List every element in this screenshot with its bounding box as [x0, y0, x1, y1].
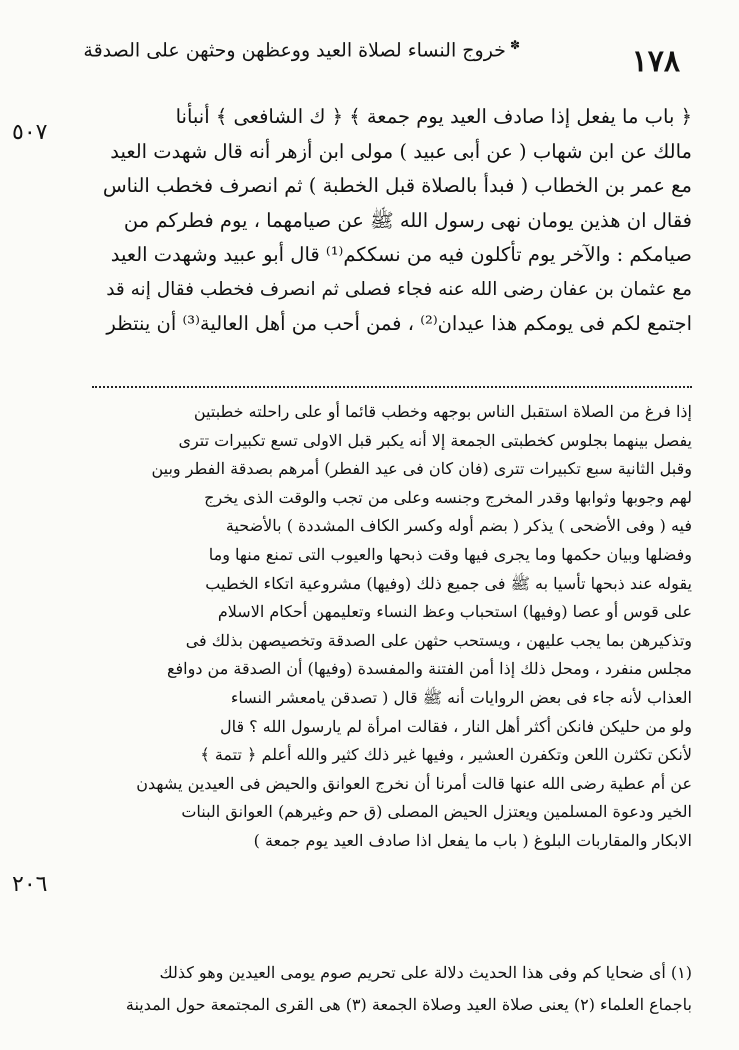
running-title: ✽ خروج النساء لصلاة العيد ووعظهن وحثهن على الصدقة	[83, 38, 520, 61]
hadith-number-206: ٢٠٦	[12, 872, 48, 897]
hadith-line: مع عمر بن الخطاب ( فبدأ بالصلاة قبل الخطبة ) ثم انصرف فخطب الناس	[102, 174, 692, 197]
commentary-line: العذاب لأنه جاء فى بعض الروايات أنه ﷺ قال ( تصدقن يامعشر النساء	[230, 687, 692, 707]
hadith-text	[92, 100, 692, 342]
commentary-line: يقوله عند ذبحها تأسيا به ﷺ فى جميع ذلك (وفيها) مشروعية اتكاء الخطيب	[205, 573, 692, 593]
page-number: ١٧٨	[631, 44, 680, 79]
commentary-line: وتذكيرهن بما يجب عليهن ، ويستحب حثهن على الصدقة وتخصيصهن بذلك فى	[185, 630, 692, 650]
hadith-line: مالك عن ابن شهاب ( عن أبى عبيد ) مولى ابن أزهر أنه قال شهدت العيد	[110, 139, 692, 163]
hadith-number-507: ٥٠٧	[12, 120, 48, 145]
commentary-line: لهم وجوبها وثوابها وقدر المخرج وجنسه وعلى من تجب والوقت الذى يخرج	[204, 487, 692, 507]
commentary-line: فيه ( وفى الأضحى ) يذكر ( بضم أوله وكسر الكاف المشددة ) بالأضحية	[225, 516, 692, 536]
footnote-line: (١) أى ضحايا كم وفى هذا الحديث دلالة على تحريم صوم يومى العيدين وهو كذلك	[159, 963, 692, 982]
hadith-line: اجتمع لكم فى يومكم هذا عيدان⁽²⁾ ، فمن أحب من أهل العالية⁽³⁾ أن ينتظر	[106, 312, 692, 335]
page-header	[40, 30, 680, 90]
commentary-line: وقبل الثانية سبع تكبيرات تترى (فان كان فى عيد الفطر) أمرهم بصدقة الفطر وبين	[151, 459, 692, 479]
dotted-divider	[92, 386, 692, 388]
hadith-line: صيامكم : والآخر يوم تأكلون فيه من نسككم⁽¹⁾ قال أبو عبيد وشهدت العيد	[110, 243, 692, 266]
commentary-line: ولو من حليكن فانكن أكثر أهل النار ، فقالت امرأة لم يارسول الله ؟ قال	[219, 716, 692, 736]
commentary-line: لأنكن تكثرن اللعن وتكفرن العشير ، وفيها غير ذلك كثير والله أعلم ﴿ تتمة ﴾	[200, 745, 692, 765]
commentary-line: يفصل بينهما بجلوس كخطبتى الجمعة إلا أنه يكبر قبل الاولى تسع تكبيرات تترى	[178, 430, 692, 450]
commentary-line: إذا فرغ من الصلاة استقبل الناس بوجهه وخطب قائما أو على راحلته خطبتين	[193, 402, 692, 421]
hadith-line: فقال ان هذين يومان نهى رسول الله ﷺ عن صيامهما ، يوم فطركم من	[123, 208, 692, 232]
commentary-line: مجلس منفرد ، ومحل ذلك إذا أمن الفتنة والمفسدة (وفيها) أن الصدقة من دوافع	[166, 659, 692, 679]
commentary-line: وفضلها وبيان حكمها وما يجرى فيها وقت ذبحها والعيوب التى تمنع منها وما	[208, 544, 692, 564]
footnotes	[92, 957, 692, 1021]
footnote-line: باجماع العلماء (٢) يعنى صلاة العيد وصلاة الجمعة (٣) هى القرى المجتمعة حول المدينة	[125, 995, 692, 1014]
commentary-line: عن أم عطية رضى الله عنها قالت أمرنا أن نخرج العوانق والحيض فى العيدين يشهدن	[136, 773, 692, 793]
hadith-line: مع عثمان بن عفان رضى الله عنه فجاء فصلى ثم انصرف فخطب فقال إنه قد	[106, 278, 692, 300]
commentary-line: الخير ودعوة المسلمين ويعتزل الحيض المصلى (ق حم وغيرهم) العوانق البنات	[181, 802, 692, 822]
commentary-text	[92, 398, 692, 856]
commentary-line: على قوس أو عصا (وفيها) استحباب وعظ النساء وتعليمهن أحكام الاسلام	[217, 602, 692, 622]
hadith-line: ﴿ باب ما يفعل إذا صادف العيد يوم جمعة ﴾ ﴿ ك الشافعى ﴾ أنبأنا	[175, 105, 692, 128]
commentary-line: الابكار والمقاربات البلوغ ( باب ما يفعل اذا صادف العيد يوم جمعة )	[253, 830, 692, 850]
